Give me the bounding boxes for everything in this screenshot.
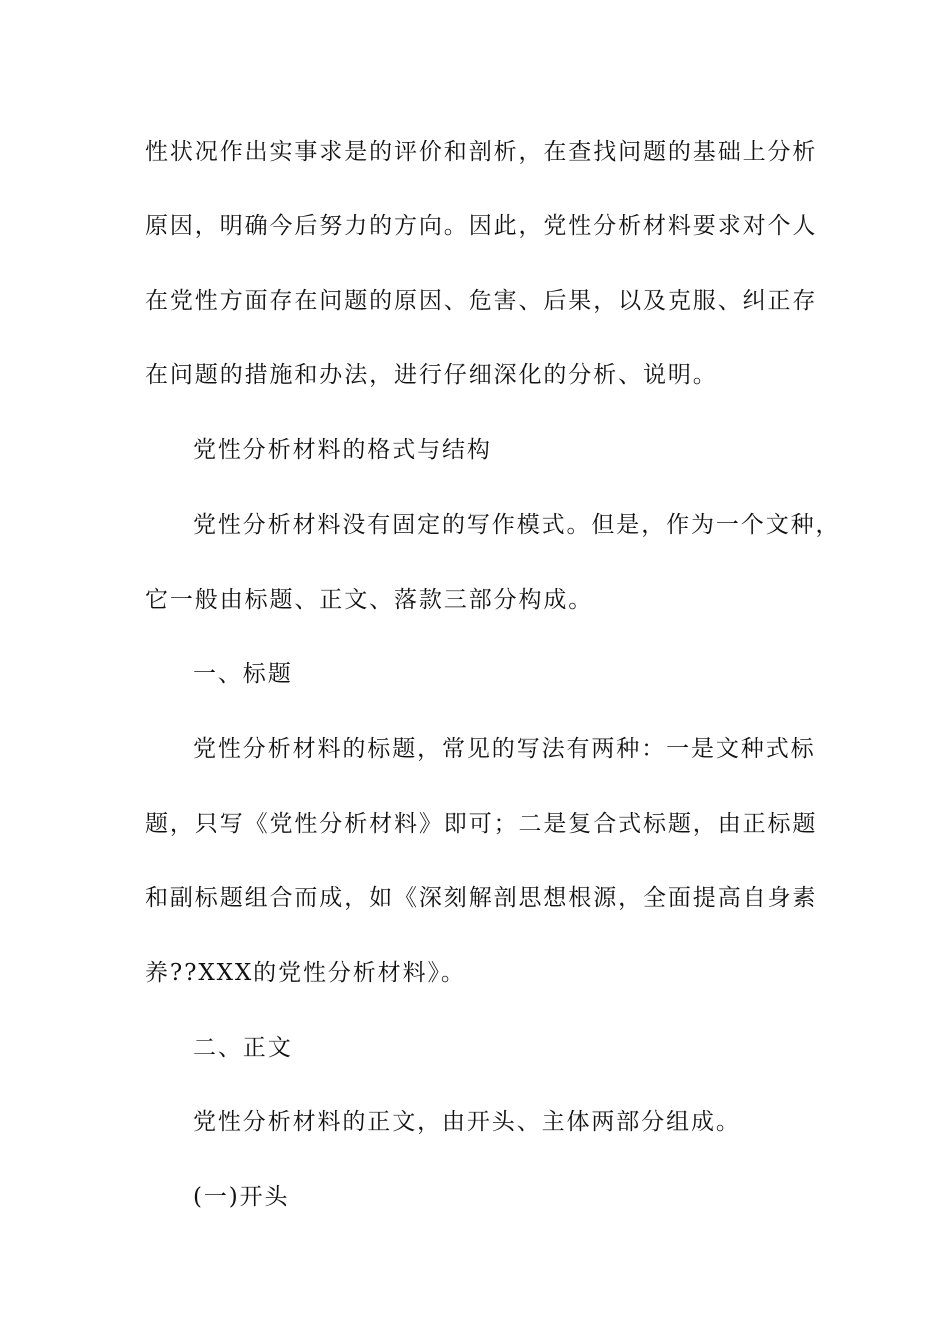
paragraph-line: 它一般由标题、正文、落款三部分构成。 [145,587,594,613]
subsection-heading: (一)开头 [193,1184,290,1210]
paragraph-line: 题，只写《党性分析材料》即可；二是复合式标题，由正标题 [145,811,818,837]
section-heading: 二、正文 [193,1035,293,1061]
section-heading: 党性分析材料的格式与结构 [193,437,492,463]
paragraph-line: 在问题的措施和办法，进行仔细深化的分析、说明。 [145,362,718,388]
paragraph-line: 和副标题组合而成，如《深刻解剖思想根源，全面提高自身素 [145,885,818,911]
paragraph-line: 党性分析材料没有固定的写作模式。但是，作为一个文种， [193,512,841,538]
paragraph-line: 原因，明确今后努力的方向。因此，党性分析材料要求对个人 [145,213,818,239]
paragraph-line: 党性分析材料的标题，常见的写法有两种：一是文种式标 [193,736,816,762]
paragraph-line: 养??XXX的党性分析材料》。 [145,960,466,986]
paragraph-line: 性状况作出实事求是的评价和剖析，在查找问题的基础上分析 [145,139,818,165]
section-heading: 一、标题 [193,661,293,687]
paragraph-line: 党性分析材料的正文，由开头、主体两部分组成。 [193,1109,741,1135]
paragraph-line: 在党性方面存在问题的原因、危害、后果，以及克服、纠正存 [145,288,818,314]
